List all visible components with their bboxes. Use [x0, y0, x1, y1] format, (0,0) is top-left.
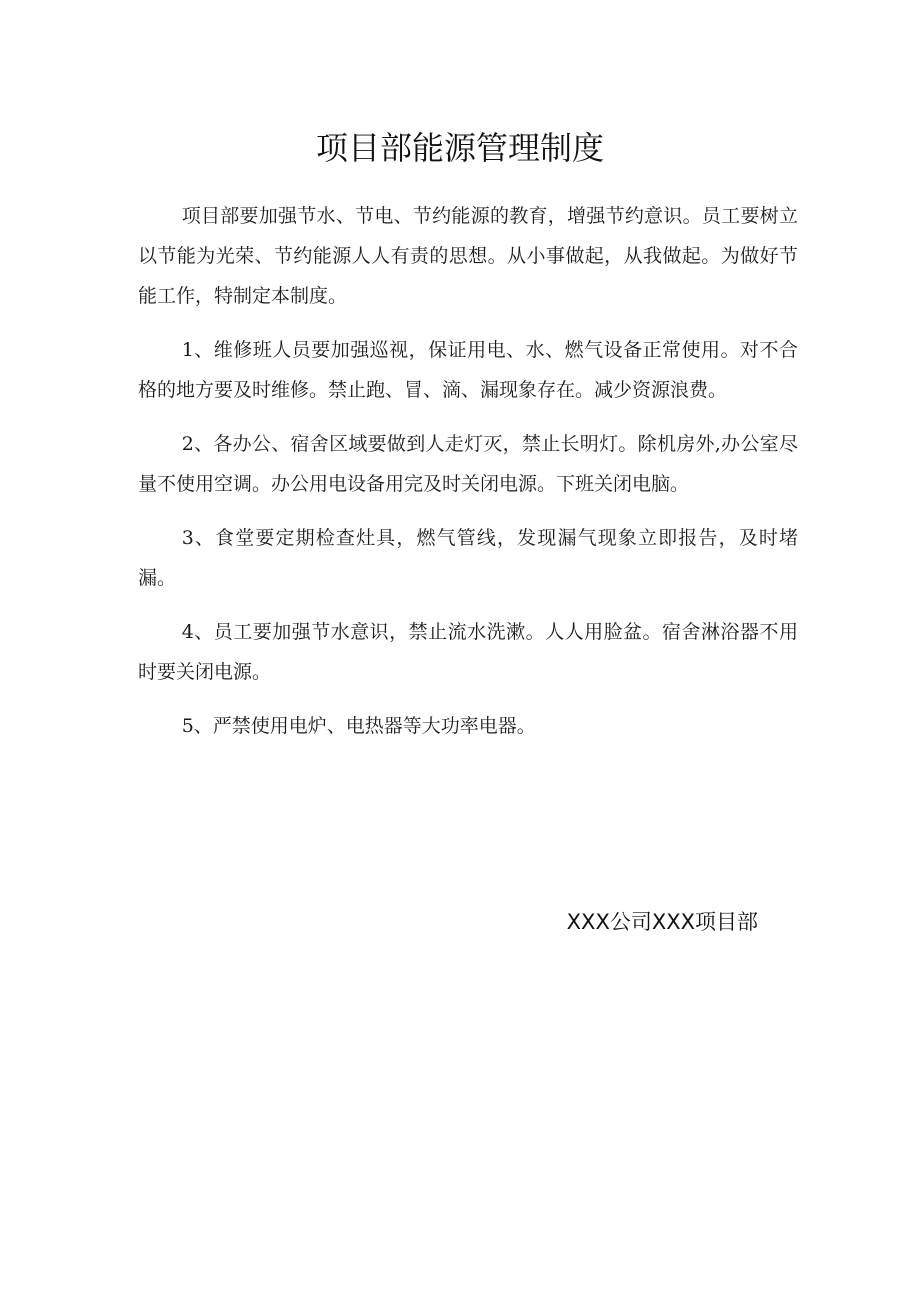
- signature: XXX公司XXX项目部: [566, 910, 758, 934]
- document-title: 项目部能源管理制度: [315, 129, 604, 167]
- rule-paragraph-5: 5、严禁使用电炉、电热器等大功率电器。: [181, 715, 536, 737]
- document-body: [138, 196, 798, 760]
- rule-paragraph-2: 2、各办公、宿舍区域要做到人走灯灭，禁止长明灯。除机房外,办公室尽量不使用空调。办公用电设备用完及时关闭电源。下班关闭电脑。: [138, 433, 798, 495]
- rule-paragraph-4: 4、员工要加强节水意识，禁止流水洗漱。人人用脸盆。宿舍淋浴器不用时要关闭电源。: [138, 621, 798, 683]
- rule-paragraph-3: 3、食堂要定期检查灶具，燃气管线，发现漏气现象立即报告，及时堵漏。: [138, 527, 798, 589]
- intro-paragraph: 项目部要加强节水、节电、节约能源的教育，增强节约意识。员工要树立以节能为光荣、节约能源人人有责的思想。从小事做起，从我做起。为做好节能工作，特制定本制度。: [138, 205, 798, 307]
- rule-paragraph-1: 1、维修班人员要加强巡视，保证用电、水、燃气设备正常使用。对不合格的地方要及时维修。禁止跑、冒、滴、漏现象存在。减少资源浪费。: [138, 339, 798, 401]
